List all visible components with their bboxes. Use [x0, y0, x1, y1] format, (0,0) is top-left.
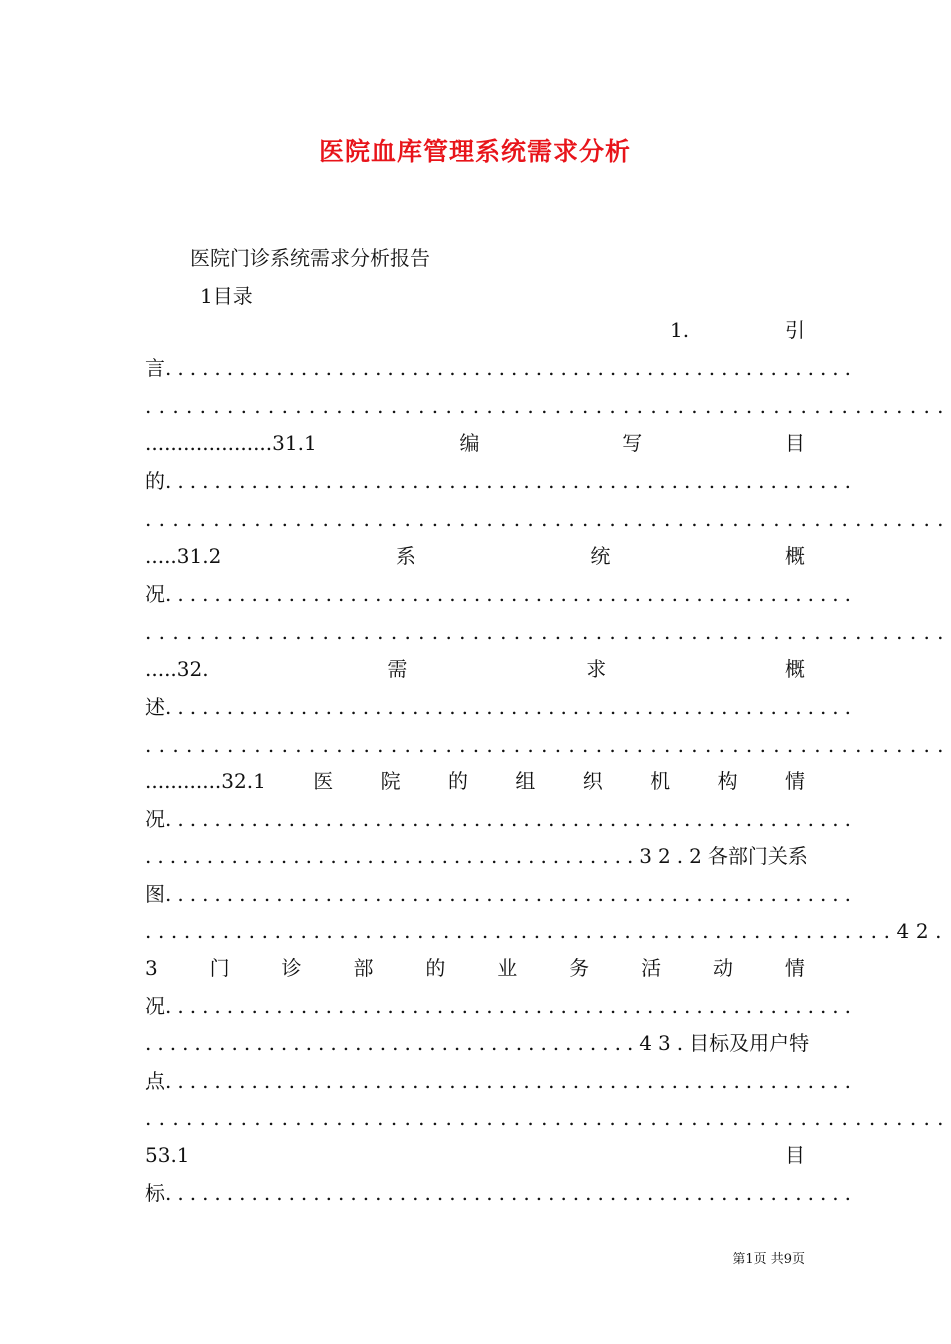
toc-text: 编 — [459, 431, 480, 455]
toc-text: 的 — [425, 956, 446, 980]
toc-heading: 1目录 — [200, 284, 253, 308]
toc-text: 关 — [767, 844, 788, 868]
toc-text: ............32.1 — [145, 769, 266, 793]
toc-text: 概 — [784, 657, 805, 681]
toc-text: 系 — [787, 844, 808, 868]
toc-text: 诊 — [281, 956, 302, 980]
toc-text: 医 — [313, 769, 334, 793]
toc-leader: ........................................................ — [165, 356, 858, 380]
toc-text: 的 — [145, 469, 165, 493]
toc-text: 机 — [650, 769, 671, 793]
toc-leader: ........................................................ — [165, 807, 858, 831]
toc-text: 目 — [785, 1143, 805, 1167]
toc-text: 况 — [145, 807, 165, 831]
toc-text: 3 — [145, 956, 158, 980]
toc-line — [145, 1178, 858, 1208]
toc-line — [145, 617, 951, 647]
toc-text: 况 — [145, 994, 165, 1018]
toc-text: 组 — [515, 769, 536, 793]
toc-line — [145, 466, 858, 496]
toc-text: 情 — [784, 769, 805, 793]
toc-text: 户 — [769, 1031, 790, 1055]
toc-leader: ........................................................ — [165, 1181, 858, 1205]
toc-leader: ..........................................................42. — [145, 919, 949, 943]
toc-line — [145, 841, 808, 871]
toc-leader: ........................................................ — [165, 582, 858, 606]
page-footer: 第1页 共9页 — [732, 1252, 805, 1267]
toc-text: 1. — [670, 318, 690, 342]
toc-text: 需 — [387, 657, 408, 681]
toc-leader: ........................................................... — [145, 733, 951, 757]
toc-line — [145, 692, 858, 722]
toc-text: 统 — [590, 544, 611, 568]
toc-text: 写 — [622, 431, 643, 455]
toc-text: 标 — [145, 1181, 165, 1205]
toc-text: 言 — [145, 356, 165, 380]
document-subtitle: 医院门诊系统需求分析报告 — [190, 246, 430, 270]
toc-line — [145, 315, 805, 345]
toc-text: 述 — [145, 695, 165, 719]
toc-text: 概 — [784, 544, 805, 568]
toc-line — [145, 804, 858, 834]
toc-text: 部 — [353, 956, 374, 980]
toc-leader: ........................................................... — [145, 620, 951, 644]
toc-text: 用 — [749, 1031, 770, 1055]
toc-leader: ........................................................ — [165, 469, 858, 493]
toc-leader: ........................................................ — [165, 994, 858, 1018]
toc-line — [145, 1028, 810, 1058]
toc-text: 的 — [448, 769, 468, 793]
toc-line — [145, 730, 951, 760]
toc-text: 院 — [380, 769, 401, 793]
toc-leader: ........................................................... — [145, 507, 951, 531]
toc-leader: ........................................................ — [165, 695, 858, 719]
toc-leader: ........................................................... — [145, 1106, 951, 1130]
toc-line — [145, 916, 949, 946]
toc-text: 引 — [785, 318, 805, 342]
toc-text: 构 — [717, 769, 738, 793]
toc-text: 点 — [145, 1069, 165, 1093]
toc-leader: ........................................43. — [145, 1031, 690, 1055]
toc-text: 53.1 — [145, 1143, 190, 1167]
toc-text: 织 — [582, 769, 603, 793]
toc-text: 门 — [209, 956, 230, 980]
toc-line — [145, 766, 805, 796]
toc-text: 图 — [145, 882, 165, 906]
toc-leader: ........................................................ — [165, 882, 858, 906]
toc-text: 标 — [709, 1031, 730, 1055]
toc-line — [145, 541, 805, 571]
toc-text: 务 — [569, 956, 590, 980]
toc-line — [145, 391, 951, 421]
toc-text: 况 — [145, 582, 165, 606]
toc-text: 求 — [586, 657, 607, 681]
toc-text: 系 — [395, 544, 416, 568]
toc-text: 部 — [727, 844, 748, 868]
toc-leader: ........................................................... — [145, 394, 951, 418]
toc-text: ....................31.1 — [145, 431, 317, 455]
toc-text: .....32. — [145, 657, 209, 681]
toc-line — [145, 579, 858, 609]
toc-text: .....31.2 — [145, 544, 222, 568]
toc-leader: ........................................32.2 — [145, 844, 708, 868]
toc-line — [145, 991, 858, 1021]
toc-text: 目 — [784, 431, 805, 455]
document-title: 医院血库管理系统需求分析 — [318, 137, 631, 166]
toc-text: 情 — [784, 956, 805, 980]
toc-text: 各 — [707, 844, 728, 868]
toc-line — [145, 879, 858, 909]
toc-text: 门 — [747, 844, 768, 868]
toc-text: 及 — [729, 1031, 750, 1055]
toc-text: 动 — [712, 956, 733, 980]
toc-line — [145, 1140, 805, 1170]
toc-text: 业 — [497, 956, 518, 980]
toc-line — [145, 953, 805, 983]
toc-text: 活 — [641, 956, 662, 980]
toc-line — [145, 428, 805, 458]
toc-line — [145, 654, 805, 684]
toc-text: 目 — [689, 1031, 710, 1055]
toc-text: 特 — [789, 1031, 810, 1055]
toc-line — [145, 1103, 951, 1133]
toc-line — [145, 353, 858, 383]
toc-line — [145, 1066, 858, 1096]
toc-leader: ........................................................ — [165, 1069, 858, 1093]
toc-line — [145, 504, 951, 534]
